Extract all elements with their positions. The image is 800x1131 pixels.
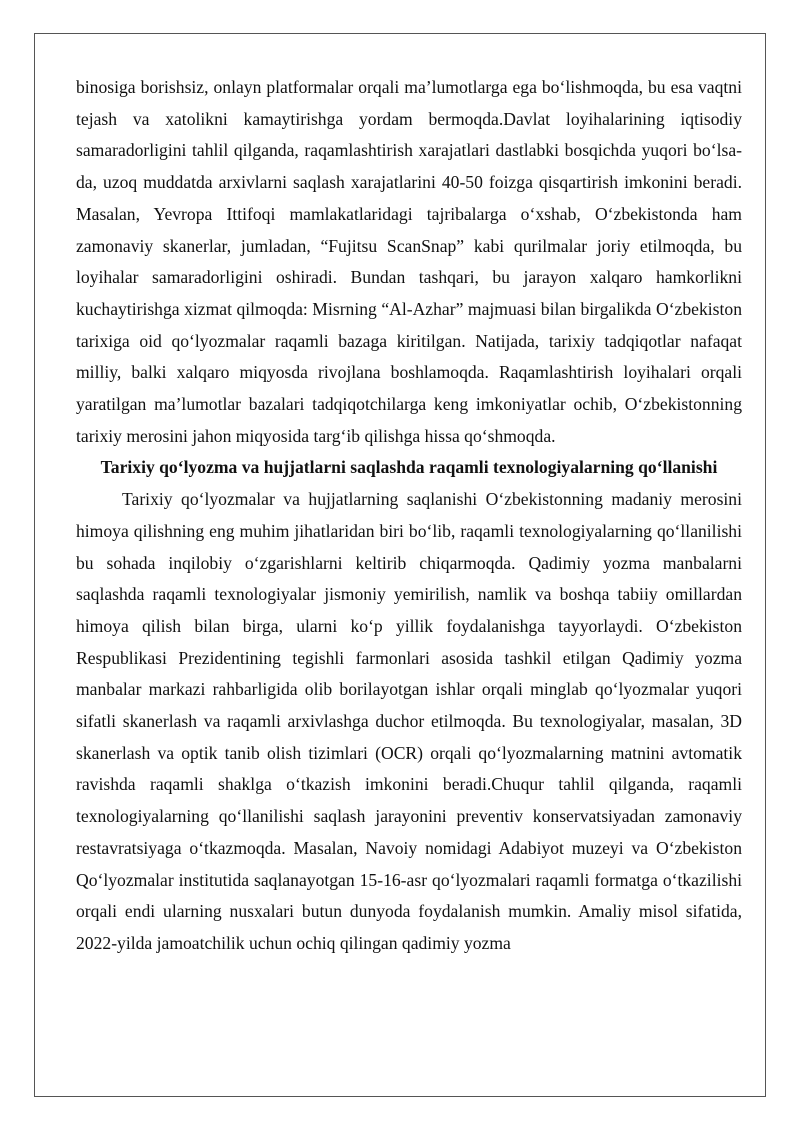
document-body [76, 72, 742, 960]
body-paragraph-2: Tarixiy qo‘lyozmalar va hujjatlarning saqlanishi O‘zbekistonning madaniy merosini himoya qilishning eng muhim jihatlaridan biri bo‘lib, raqamli texnologiyalarning qo‘llanilishi bu sohada inqilobiy o‘zgarishlarni keltirib chiqarmoqda. Qadimiy yozma manbalarni saqlashda raqamli texnologiyalar jismoniy yemirilish, namlik va boshqa tabiiy omillardan himoya qilish bilan birga, ularni ko‘p yillik foydalanishga tayyorlaydi. O‘zbekiston Respublikasi Prezidentining tegishli farmonlari asosida tashkil etilgan Qadimiy yozma manbalar markazi rahbarligida olib borilayotgan ishlar orqali minglab qo‘lyozmalar yuqori sifatli skanerlash va raqamli arxivlashga duchor etilmoqda. Bu texnologiyalar, masalan, 3D skanerlash va optik tanib olish tizimlari (OCR) orqali qo‘lyozmalarning matnini avtomatik ravishda raqamli shaklga o‘tkazish imkonini beradi.Chuqur tahlil qilganda, raqamli texnologiyalarning qo‘llanilishi saqlash jarayonini preventiv konservatsiyadan zamonaviy restavratsiyaga o‘tkazmoqda. Masalan, Navoiy nomidagi Adabiyot muzeyi va O‘zbekiston Qo‘lyozmalar institutida saqlanayotgan 15-16-asr qo‘lyozmalari raqamli formatga o‘tkazilishi orqali endi ularning nusxalari butun dunyoda foydalanish mumkin. Amaliy misol sifatida, 2022-yilda jamoatchilik uchun ochiq qilingan qadimiy yozma [76, 489, 742, 953]
body-paragraph-1: binosiga borishsiz, onlayn platformalar orqali ma’lumotlarga ega bo‘lishmoqda, bu esa vaqtni tejash va xatolikni kamaytirishga yordam bermoqda.Davlat loyihalarining iqtisodiy samaradorligini tahlil qilganda, raqamlashtirish xarajatlari dastlabki bosqichda yuqori bo‘lsa-da, uzoq muddatda arxivlarni saqlash xarajatlarini 40-50 foizga qisqartirish imkonini beradi. Masalan, Yevropa Ittifoqi mamlakatlaridagi tajribalarga o‘xshab, O‘zbekistonda ham zamonaviy skanerlar, jumladan, “Fujitsu ScanSnap” kabi qurilmalar joriy etilmoqda, bu loyihalar samaradorligini oshiradi. Bundan tashqari, bu jarayon xalqaro hamkorlikni kuchaytirishga xizmat qilmoqda: Misrning “Al-Azhar” majmuasi bilan birgalikda O‘zbekiston tarixiga oid qo‘lyozmalar raqamli bazaga kiritilgan. Natijada, tarixiy tadqiqotlar nafaqat milliy, balki xalqaro miqyosda rivojlana boshlamoqda. Raqamlashtirish loyihalari orqali yaratilgan ma’lumotlar bazalari tadqiqotchilarga keng imkoniyatlar ochib, O‘zbekistonning tarixiy merosini jahon miqyosida targ‘ib qilishga hissa qo‘shmoqda. [76, 77, 742, 446]
section-heading: Tarixiy qo‘lyozma va hujjatlarni saqlashda raqamli texnologiyalarning qo‘llanishi [100, 457, 718, 478]
